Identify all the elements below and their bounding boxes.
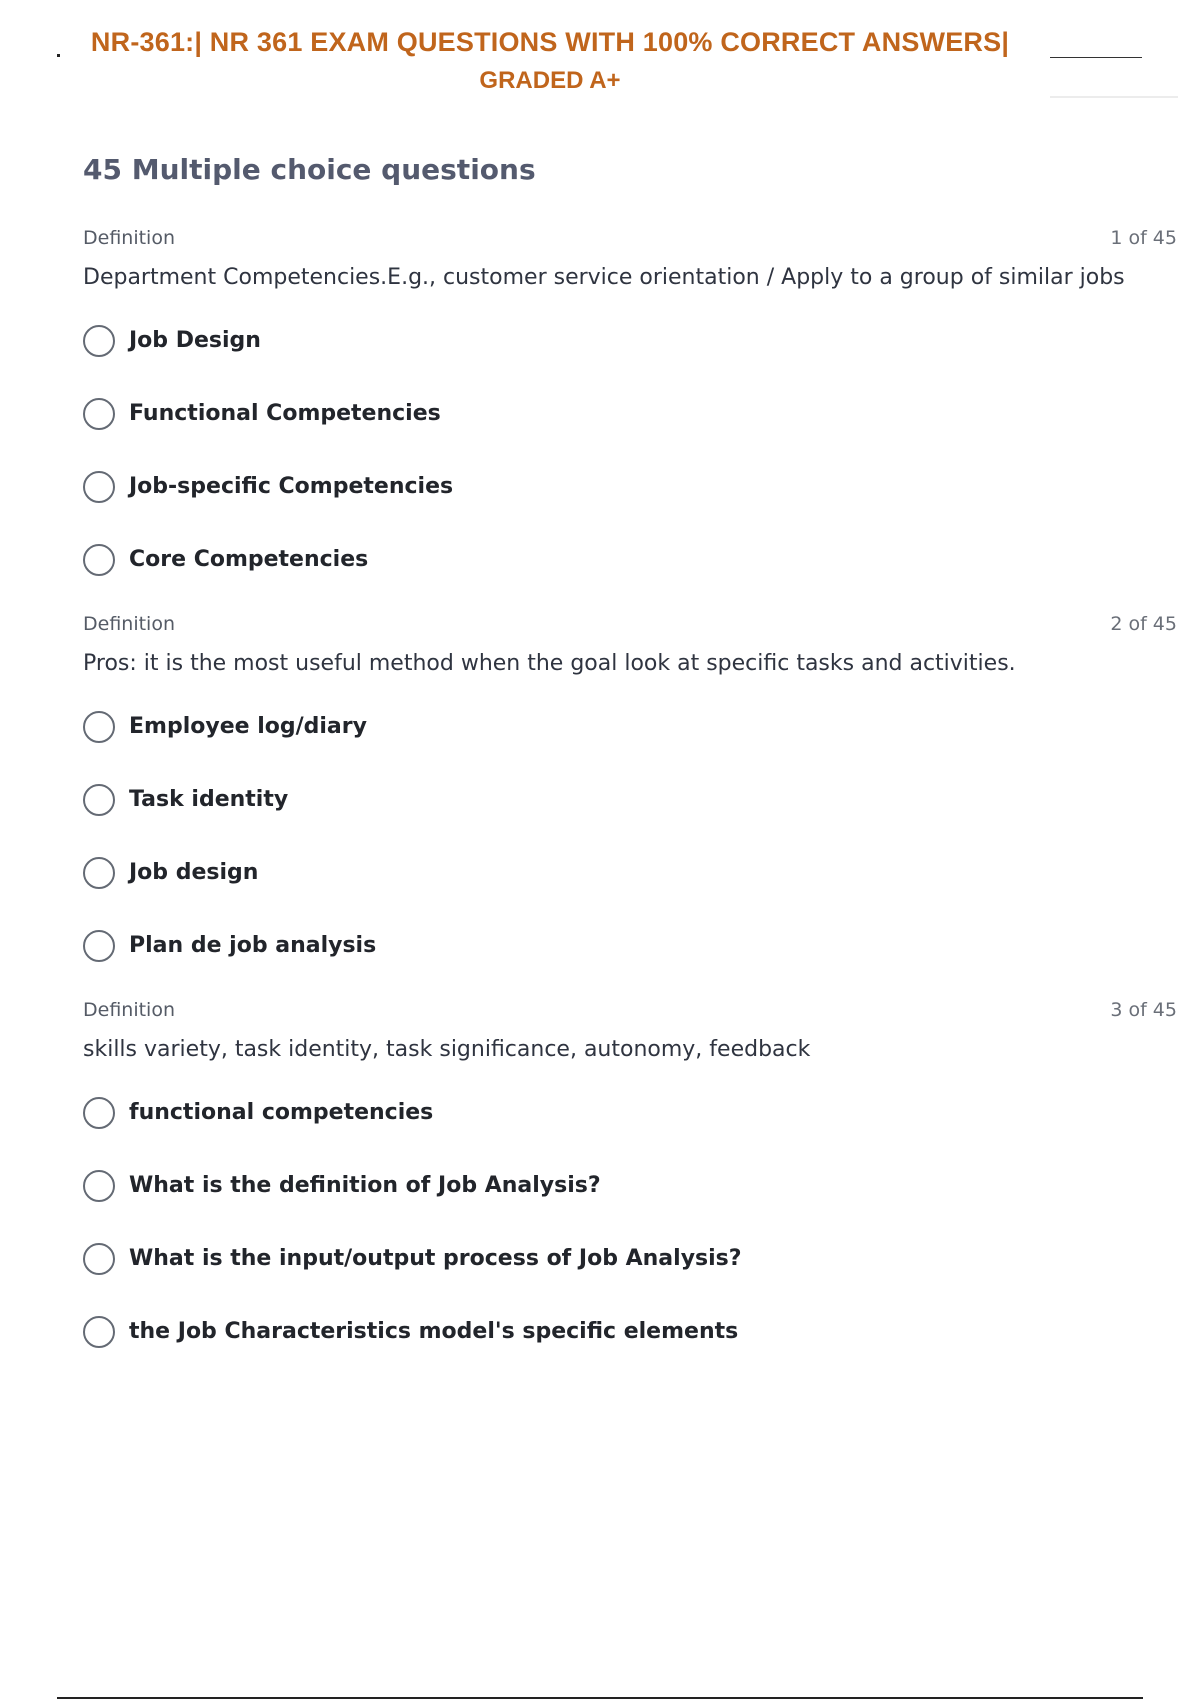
radio-button[interactable] — [83, 1097, 115, 1129]
radio-button[interactable] — [83, 1243, 115, 1275]
question-1 — [83, 224, 1177, 596]
document-title: NR-361:| NR 361 EXAM QUESTIONS WITH 100% CORRECT ANSWERS| — [90, 27, 1010, 57]
question-counter: 1 of 45 — [1110, 227, 1177, 249]
question-2 — [83, 610, 1177, 982]
question-text: Department Competencies.E.g., customer service orientation / Apply to a group of similar jobs — [83, 265, 1125, 290]
answer-option-label: Job Design — [129, 328, 261, 353]
header-dot — [57, 54, 60, 57]
answer-options — [83, 1076, 1177, 1368]
answer-option[interactable] — [83, 304, 1177, 377]
radio-button[interactable] — [83, 544, 115, 576]
question-meta — [83, 224, 1177, 252]
answer-option-label: Employee log/diary — [129, 714, 367, 739]
answer-option[interactable] — [83, 1076, 1177, 1149]
radio-button[interactable] — [83, 930, 115, 962]
radio-button[interactable] — [83, 398, 115, 430]
radio-button[interactable] — [83, 1316, 115, 1348]
answer-option-label: What is the definition of Job Analysis? — [129, 1173, 601, 1198]
question-counter: 3 of 45 — [1110, 999, 1177, 1021]
radio-button[interactable] — [83, 471, 115, 503]
answer-option-label: Task identity — [129, 787, 289, 812]
question-type-label: Definition — [83, 999, 176, 1021]
question-text: skills variety, task identity, task significance, autonomy, feedback — [83, 1037, 811, 1062]
answer-option-label: functional competencies — [129, 1100, 434, 1125]
answer-option[interactable] — [83, 690, 1177, 763]
question-type-label: Definition — [83, 613, 176, 635]
footer-rule — [57, 1697, 1143, 1699]
answer-option-label: Functional Competencies — [129, 401, 441, 426]
radio-button[interactable] — [83, 784, 115, 816]
answer-option[interactable] — [83, 450, 1177, 523]
answer-option[interactable] — [83, 836, 1177, 909]
answer-option-label: Job-specific Competencies — [129, 474, 454, 499]
document-subtitle: GRADED A+ — [479, 67, 621, 94]
answer-option-label: Plan de job analysis — [129, 933, 377, 958]
radio-button[interactable] — [83, 857, 115, 889]
answer-option[interactable] — [83, 1149, 1177, 1222]
question-meta — [83, 996, 1177, 1024]
answer-option[interactable] — [83, 909, 1177, 982]
quiz — [83, 148, 1177, 1382]
answer-option[interactable] — [83, 1295, 1177, 1368]
question-meta — [83, 610, 1177, 638]
quiz-title: 45 Multiple choice questions — [83, 153, 536, 186]
radio-button[interactable] — [83, 325, 115, 357]
answer-option[interactable] — [83, 763, 1177, 836]
header-rule — [1050, 57, 1142, 58]
question-type-label: Definition — [83, 227, 176, 249]
answer-option[interactable] — [83, 377, 1177, 450]
radio-button[interactable] — [83, 1170, 115, 1202]
answer-option-label: Job design — [129, 860, 259, 885]
answer-option-label: the Job Characteristics model's specific elements — [129, 1319, 739, 1344]
radio-button[interactable] — [83, 711, 115, 743]
document-header — [0, 22, 1100, 100]
answer-option-label: What is the input/output process of Job Analysis? — [129, 1246, 742, 1271]
answer-options — [83, 690, 1177, 982]
answer-option[interactable] — [83, 523, 1177, 596]
header-rule-faint — [1050, 96, 1178, 98]
question-3 — [83, 996, 1177, 1368]
question-text: Pros: it is the most useful method when the goal look at specific tasks and activities. — [83, 651, 1016, 676]
answer-option[interactable] — [83, 1222, 1177, 1295]
answer-option-label: Core Competencies — [129, 547, 369, 572]
question-counter: 2 of 45 — [1110, 613, 1177, 635]
answer-options — [83, 304, 1177, 596]
